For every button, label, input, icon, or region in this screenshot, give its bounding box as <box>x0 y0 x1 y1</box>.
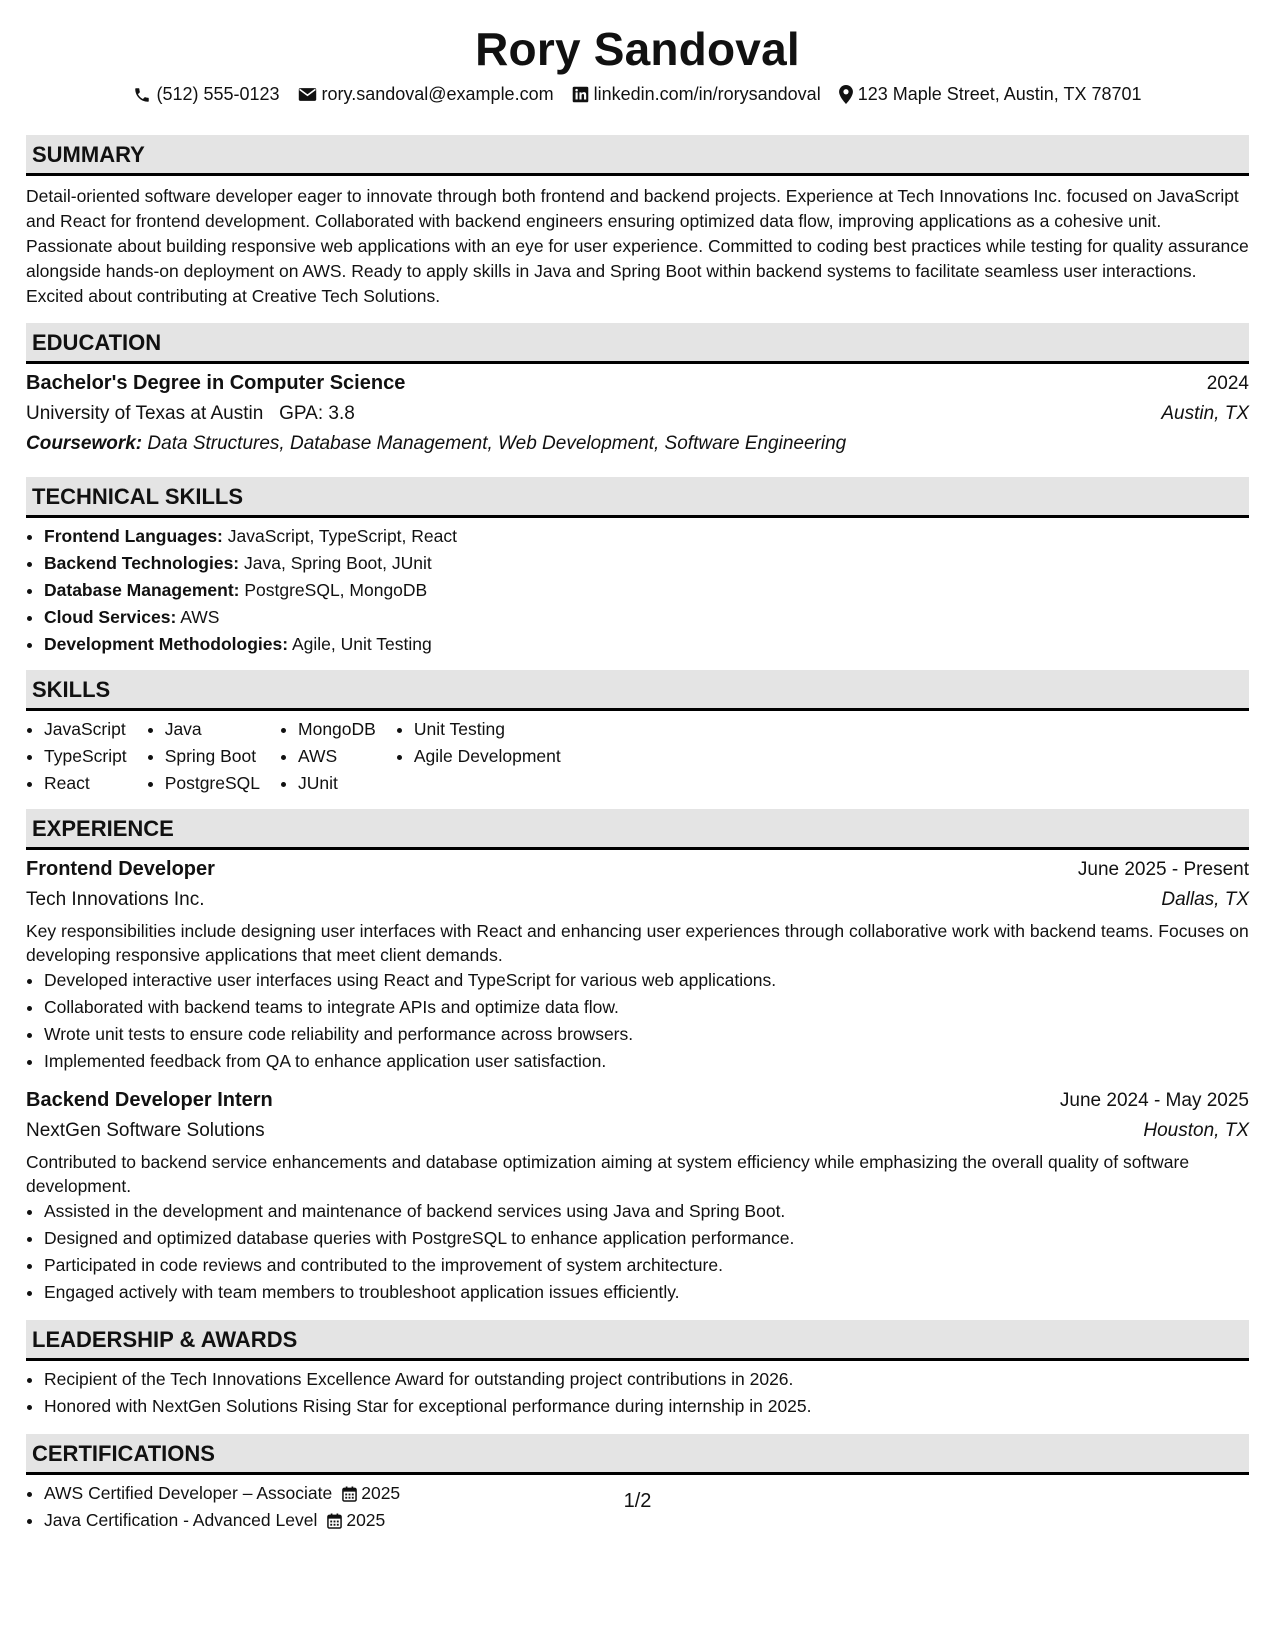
job-dates: June 2024 - May 2025 <box>1059 1090 1249 1111</box>
list-item: • TypeScript <box>44 743 127 770</box>
graduation-year: 2024 <box>1206 373 1249 394</box>
candidate-name: Rory Sandoval <box>475 23 800 75</box>
education-heading: EDUCATION <box>26 323 1249 364</box>
list-item: • JUnit <box>298 770 376 797</box>
email-text: rory.sandoval@example.com <box>321 84 554 104</box>
job-company: Tech Innovations Inc. <box>26 889 205 910</box>
skill-category-value: JavaScript, TypeScript, React <box>227 526 457 546</box>
school-location: Austin, TX <box>1161 403 1249 424</box>
leadership-section <box>26 1320 1249 1420</box>
certification-year: 2025 <box>346 1510 386 1530</box>
skill-category-label: Database Management: <box>44 580 240 600</box>
technical-skills-heading: TECHNICAL SKILLS <box>26 477 1249 518</box>
list-item: • Wrote unit tests to ensure code reliability and performance across browsers. <box>44 1021 1249 1048</box>
job-dates: June 2025 - Present <box>1077 859 1249 880</box>
list-item: • Recipient of the Tech Innovations Excellence Award for outstanding project contributions in 2026. <box>44 1366 1249 1393</box>
summary-heading: SUMMARY <box>26 135 1249 176</box>
contact-linkedin[interactable] <box>572 84 821 105</box>
job-bullets <box>26 967 1249 1075</box>
degree-title: Bachelor's Degree in Computer Science <box>26 372 406 394</box>
skill-category-value: Agile, Unit Testing <box>291 634 432 654</box>
list-item <box>44 604 1249 631</box>
skill-category-label: Cloud Services: <box>44 607 177 627</box>
skill-category-value: PostgreSQL, MongoDB <box>244 580 428 600</box>
map-pin-icon <box>839 85 853 104</box>
list-item: • JavaScript <box>44 716 127 743</box>
list-item: • Agile Development <box>414 743 561 770</box>
gpa: GPA: 3.8 <box>279 403 355 424</box>
list-item <box>44 631 1249 658</box>
leadership-list <box>26 1366 1249 1420</box>
list-item: • Designed and optimized database queries with PostgreSQL to enhance application performance. <box>44 1225 1249 1252</box>
skill-category-label: Backend Technologies: <box>44 553 240 573</box>
summary-section <box>26 135 1249 309</box>
leadership-heading: LEADERSHIP & AWARDS <box>26 1320 1249 1361</box>
job-title: Backend Developer Intern <box>26 1089 273 1111</box>
list-item: • AWS <box>298 743 376 770</box>
linkedin-icon <box>572 86 589 103</box>
list-item: • MongoDB <box>298 716 376 743</box>
list-item: • Spring Boot <box>165 743 260 770</box>
list-item <box>44 577 1249 604</box>
school-line <box>26 399 355 429</box>
job-entry <box>26 854 1249 1075</box>
skill-category-value: AWS <box>180 607 220 627</box>
list-item: • Honored with NextGen Solutions Rising Star for exceptional performance during internship in 2025. <box>44 1393 1249 1420</box>
coursework-line <box>26 429 1249 459</box>
envelope-icon <box>298 87 317 102</box>
technical-skills-section <box>26 477 1249 658</box>
job-description: Key responsibilities include designing user interfaces with React and enhancing user experiences through collaborative work with backend teams. Focuses on developing responsive applications that meet client demands. <box>26 921 1249 965</box>
list-item: • Collaborated with backend teams to integrate APIs and optimize data flow. <box>44 994 1249 1021</box>
list-item <box>44 523 1249 550</box>
job-entry <box>26 1085 1249 1306</box>
skills-section <box>26 670 1249 797</box>
skills-column <box>280 716 376 797</box>
coursework-list: Data Structures, Database Management, Web Development, Software Engineering <box>147 433 847 454</box>
job-description: Contributed to backend service enhancements and database optimization aiming at system efficiency while emphasizing the overall quality of software development. <box>26 1152 1190 1196</box>
certifications-heading: CERTIFICATIONS <box>26 1434 1249 1475</box>
list-item: • Developed interactive user interfaces using React and TypeScript for various web applications. <box>44 967 1249 994</box>
experience-heading: EXPERIENCE <box>26 809 1249 850</box>
list-item: • Participated in code reviews and contributed to the improvement of system architecture. <box>44 1252 1249 1279</box>
coursework-label: Coursework: <box>26 433 143 454</box>
job-location: Houston, TX <box>1143 1120 1249 1141</box>
job-title: Frontend Developer <box>26 858 215 880</box>
technical-skills-list <box>26 523 1249 658</box>
list-item: • Engaged actively with team members to troubleshoot application issues efficiently. <box>44 1279 1249 1306</box>
address-text: 123 Maple Street, Austin, TX 78701 <box>857 84 1142 104</box>
contact-email[interactable] <box>298 84 554 105</box>
certifications-section <box>26 1434 1249 1534</box>
skills-column <box>147 716 260 797</box>
contact-address <box>839 84 1142 105</box>
certification-name: • AWS Certified Developer – Associate <box>44 1483 333 1503</box>
job-company: NextGen Software Solutions <box>26 1120 265 1141</box>
list-item: • Implemented feedback from QA to enhance application user satisfaction. <box>44 1048 1249 1075</box>
list-item: • Unit Testing <box>414 716 561 743</box>
certification-name: • Java Certification - Advanced Level <box>44 1510 318 1530</box>
skill-category-value: Java, Spring Boot, JUnit <box>244 553 432 573</box>
calendar-icon <box>327 1513 342 1529</box>
linkedin-text: linkedin.com/in/rorysandoval <box>593 84 821 104</box>
skills-heading: SKILLS <box>26 670 1249 711</box>
job-location: Dallas, TX <box>1161 889 1249 910</box>
contact-phone[interactable] <box>133 84 279 105</box>
skills-column <box>26 716 127 797</box>
phone-text: (512) 555-0123 <box>156 84 280 104</box>
education-section <box>26 323 1249 459</box>
summary-text: Detail-oriented software developer eager to innovate through both frontend and backend projects. Experience at Tech Innovations Inc. focused on JavaScript and React for frontend development. Collaborated with backend engineers ensuring optimized data flow, improving applications as a cohesive unit. Passionate about building responsive web applications with an eye for user experience. Committed to coding best practices while testing for quality assurance alongside hands-on deployment on AWS. Ready to apply skills in Java and Spring Boot within backend systems to facilitate seamless user interactions. Excited about contributing at Creative Tech Solutions. <box>26 186 1249 306</box>
school-name: University of Texas at Austin <box>26 403 264 424</box>
certification-year: 2025 <box>361 1483 401 1503</box>
skills-grid <box>26 716 1249 797</box>
list-item <box>44 550 1249 577</box>
contact-bar <box>26 84 1249 105</box>
list-item: • Assisted in the development and maintenance of backend services using Java and Spring Boot. <box>44 1198 1249 1225</box>
skill-category-label: Development Methodologies: <box>44 634 289 654</box>
skills-column <box>396 716 561 797</box>
page-number: 1/2 <box>623 1490 652 1512</box>
job-bullets <box>26 1198 1249 1306</box>
experience-section <box>26 809 1249 1306</box>
list-item: • PostgreSQL <box>165 770 260 797</box>
skill-category-label: Frontend Languages: <box>44 526 223 546</box>
phone-icon <box>133 86 151 104</box>
list-item: • React <box>44 770 127 797</box>
list-item: • Java <box>165 716 260 743</box>
